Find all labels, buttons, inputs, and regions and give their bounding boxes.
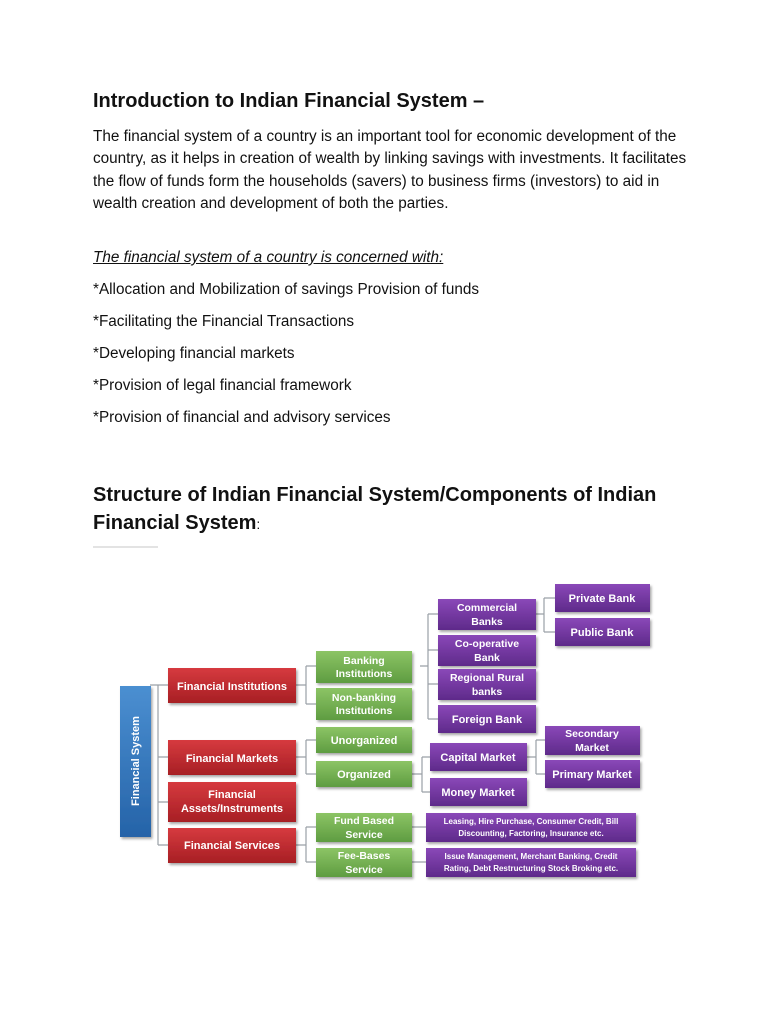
node-capital-market	[430, 743, 527, 771]
svg-text:Banks: Banks	[471, 616, 503, 628]
svg-text:Regional Rural: Regional Rural	[449, 672, 525, 684]
svg-text:Institutions: Institutions	[335, 668, 393, 680]
bullet-item: *Developing financial markets	[93, 345, 295, 362]
svg-text:Service: Service	[345, 829, 383, 841]
svg-text:Primary Market: Primary Market	[552, 769, 632, 781]
svg-text:Rating, Debt Restructuring Sto: Rating, Debt Restructuring Stock Broking etc.	[443, 864, 619, 873]
intro-title: Introduction to Indian Financial System –	[93, 90, 485, 112]
node-fund-based-service	[316, 813, 412, 842]
node-non-banking-institutions	[316, 688, 412, 720]
intro-paragraph: The financial system of a country is an important tool for economic development of the country, as it helps in creation of wealth by linking savings with investments. It facilitates the flow of funds form the households (savers) to business firms (investors) to aid in wealth creation and development of both the parties.	[93, 128, 687, 213]
bullet-item: *Provision of legal financial framework	[93, 377, 352, 394]
svg-text:Commercial: Commercial	[456, 602, 518, 614]
concern-heading: The financial system of a country is concerned with:	[93, 249, 444, 266]
bullet-item: *Provision of financial and advisory services	[93, 409, 391, 426]
node-money-market	[430, 778, 527, 806]
svg-text:banks: banks	[471, 686, 503, 698]
node-secondary-market	[545, 726, 640, 755]
svg-text:Discounting, Factoring, Insura: Discounting, Factoring, Insurance etc.	[458, 829, 604, 838]
node-fee-based-examples	[426, 848, 636, 877]
node-fee-bases-service	[316, 848, 412, 877]
svg-text:Fund Based: Fund Based	[333, 815, 395, 827]
category-label-line1: Financial	[208, 789, 256, 801]
svg-text:Unorganized: Unorganized	[330, 735, 398, 747]
svg-text:Secondary: Secondary	[565, 728, 619, 740]
node-banking-institutions	[316, 651, 412, 683]
bullet-item: *Allocation and Mobilization of savings Provision of funds	[93, 281, 480, 298]
node-public-bank	[555, 618, 650, 646]
root-node	[120, 686, 151, 837]
node-unorganized	[316, 727, 412, 753]
category-financial-institutions	[168, 668, 296, 703]
svg-text:Private Bank: Private Bank	[568, 593, 636, 605]
svg-text:Service: Service	[345, 864, 383, 876]
svg-text:Capital Market: Capital Market	[440, 752, 516, 764]
category-label: Financial Markets	[185, 753, 279, 765]
node-private-bank	[555, 584, 650, 612]
svg-text:Co-operative: Co-operative	[454, 638, 520, 650]
svg-text:Banking: Banking	[343, 655, 385, 667]
svg-text:Non-banking: Non-banking	[331, 692, 397, 704]
node-commercial-banks	[438, 599, 536, 630]
svg-text:Institutions: Institutions	[335, 705, 393, 717]
category-financial-markets	[168, 740, 296, 775]
node-foreign-bank	[438, 705, 536, 733]
structure-title-suffix: :	[256, 516, 261, 532]
node-cooperative-bank	[438, 635, 536, 666]
root-node-label: Financial System	[130, 716, 142, 806]
category-label: Financial Institutions	[176, 681, 288, 693]
node-regional-rural-banks	[438, 669, 536, 700]
category-label-line2: Assets/Instruments	[180, 803, 284, 815]
svg-text:Market: Market	[575, 742, 609, 754]
svg-text:Public Bank: Public Bank	[570, 627, 634, 639]
svg-text:Leasing, Hire Purchase, Consum: Leasing, Hire Purchase, Consumer Credit, Bill	[443, 817, 619, 826]
structure-title-text: Structure of Indian Financial System/Components of Indian Financial System	[93, 484, 657, 534]
category-financial-assets	[168, 782, 296, 822]
node-organized	[316, 761, 412, 787]
svg-text:Organized: Organized	[337, 769, 391, 781]
svg-text:Issue Management, Merchant Ban: Issue Management, Merchant Banking, Credit	[444, 852, 618, 861]
node-primary-market	[545, 760, 640, 788]
bullet-item: *Facilitating the Financial Transactions	[93, 313, 355, 330]
svg-text:Foreign Bank: Foreign Bank	[451, 714, 523, 726]
category-financial-services	[168, 828, 296, 863]
svg-text:Fee-Bases: Fee-Bases	[337, 850, 391, 862]
svg-text:Money Market: Money Market	[441, 787, 515, 799]
category-label: Financial Services	[184, 840, 280, 852]
node-fund-based-examples	[426, 813, 636, 842]
svg-text:Bank: Bank	[474, 652, 500, 664]
